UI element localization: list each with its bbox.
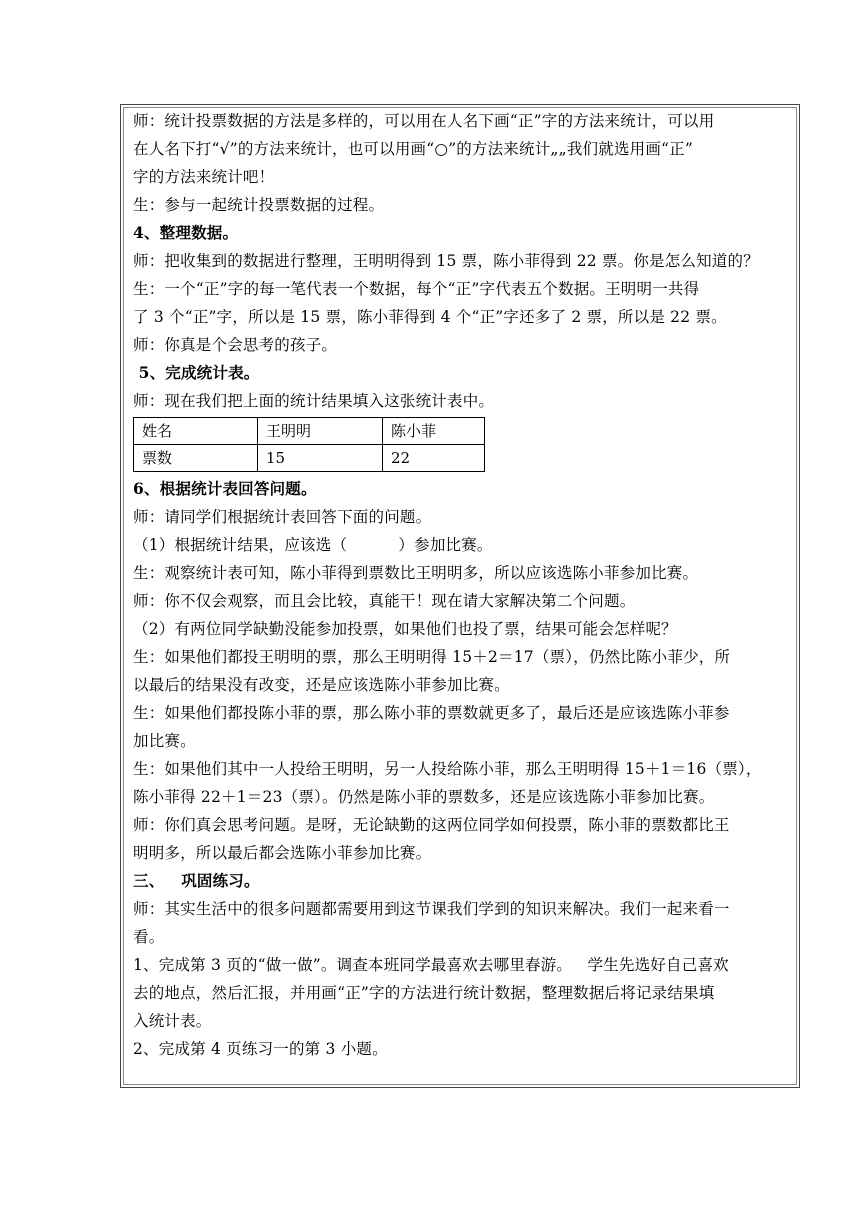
section-heading: 6、根据统计表回答问题。 — [133, 479, 317, 498]
section-heading: 三、 巩固练习。 — [133, 871, 260, 890]
text-line: 明明多，所以最后都会选陈小菲参加比赛。 — [133, 844, 432, 862]
text-line: 看。 — [133, 928, 165, 946]
section-heading: 4、整理数据。 — [133, 223, 239, 242]
text-line: 师：其实生活中的很多问题都需要用到这节课我们学到的知识来解决。我们一起来看一 — [133, 900, 730, 918]
text-line: 加比赛。 — [133, 732, 196, 750]
text-line: 生：一个“正”字的每一笔代表一个数据，每个“正”字代表五个数据。王明明一共得 — [133, 280, 700, 298]
vote-statistics-table — [133, 417, 485, 472]
text-line: 生：参与一起统计投票数据的过程。 — [133, 196, 385, 214]
table-cell: 姓名 — [134, 418, 258, 445]
text-block-before-table — [133, 107, 793, 415]
text-line: 生：如果他们其中一人投给王明明，另一人投给陈小菲，那么王明明得 15＋1＝16（票）， — [133, 760, 762, 778]
text-line: 师：现在我们把上面的统计结果填入这张统计表中。 — [133, 392, 495, 410]
text-line: 生：观察统计表可知，陈小菲得到票数比王明明多，所以应该选陈小菲参加比赛。 — [133, 564, 699, 582]
text-line: 字的方法来统计吧！ — [133, 168, 275, 186]
table-cell: 22 — [383, 445, 485, 472]
text-line: 师：把收集到的数据进行整理，王明明得到 15 票，陈小菲得到 22 票。你是怎么知道的？ — [133, 252, 759, 270]
text-line: 以最后的结果没有改变，还是应该选陈小菲参加比赛。 — [133, 676, 510, 694]
text-line: 2、完成第 4 页练习一的第 3 小题。 — [133, 1040, 388, 1058]
table-row — [134, 445, 485, 472]
text-line: （1）根据统计结果，应该选（ ）参加比赛。 — [133, 536, 493, 554]
text-line: 师：你真是个会思考的孩子。 — [133, 336, 338, 354]
table-cell: 陈小菲 — [383, 418, 485, 445]
text-line: 生：如果他们都投陈小菲的票，那么陈小菲的票数就更多了，最后还是应该选陈小菲参 — [133, 704, 730, 722]
text-line: 生：如果他们都投王明明的票，那么王明明得 15＋2＝17（票），仍然比陈小菲少，所 — [133, 648, 731, 666]
table-cell: 15 — [258, 445, 383, 472]
lesson-content — [133, 107, 793, 1063]
text-line: 师：请同学们根据统计表回答下面的问题。 — [133, 508, 432, 526]
table-row — [134, 418, 485, 445]
text-line: 师：统计投票数据的方法是多样的，可以用在人名下画“正”字的方法来统计，可以用 — [133, 112, 715, 130]
text-line: 在人名下打“√”的方法来统计，也可以用画“○”的方法来统计„„我们就选用画“正” — [133, 140, 694, 158]
text-line: （2）有两位同学缺勤没能参加投票，如果他们也投了票，结果可能会怎样呢？ — [133, 620, 677, 638]
text-line: 了 3 个“正”字，所以是 15 票，陈小菲得到 4 个“正”字还多了 2 票，所以是 22 票。 — [133, 308, 727, 326]
lesson-plan-frame — [120, 104, 800, 1088]
text-line: 陈小菲得 22＋1＝23（票）。仍然是陈小菲的票数多，还是应该选陈小菲参加比赛。 — [133, 788, 715, 806]
text-block-after-table — [133, 475, 793, 1063]
text-line: 1、完成第 3 页的“做一做”。调查本班同学最喜欢去哪里春游。 学生先选好自己喜欢 — [133, 956, 729, 974]
table-cell: 票数 — [134, 445, 258, 472]
text-line: 师：你不仅会观察，而且会比较，真能干！现在请大家解决第二个问题。 — [133, 592, 636, 610]
text-line: 入统计表。 — [133, 1012, 212, 1030]
table-cell: 王明明 — [258, 418, 383, 445]
text-line: 师：你们真会思考问题。是呀，无论缺勤的这两位同学如何投票，陈小菲的票数都比王 — [133, 816, 730, 834]
section-heading: 5、完成统计表。 — [133, 363, 260, 382]
text-line: 去的地点，然后汇报，并用画“正”字的方法进行统计数据，整理数据后将记录结果填 — [133, 984, 715, 1002]
